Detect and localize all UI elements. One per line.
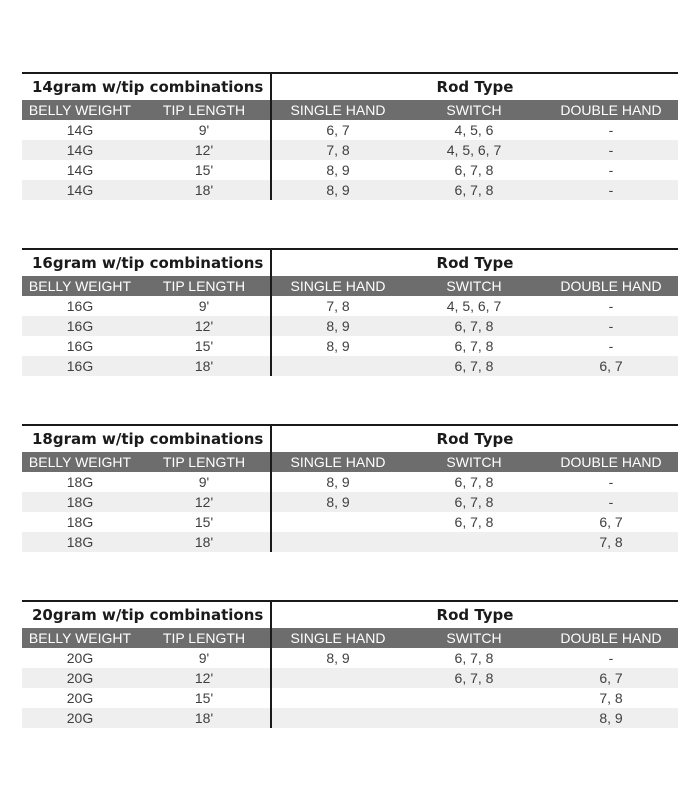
table-title: 14gram w/tip combinations	[32, 78, 264, 96]
table-cell	[404, 708, 544, 728]
column-header: TIP LENGTH	[162, 102, 246, 118]
table-cell: -	[608, 318, 614, 334]
table-cell	[272, 512, 404, 532]
table-cell: 12'	[194, 142, 214, 158]
column-header-row	[22, 452, 678, 472]
table-divider-rule	[270, 248, 272, 376]
column-header: SINGLE HAND	[290, 630, 386, 646]
column-header: SWITCH	[446, 454, 502, 470]
table-divider-rule	[270, 72, 272, 200]
table-cell: 15'	[194, 162, 214, 178]
table-row	[22, 532, 678, 552]
table-cell: 8, 9	[326, 650, 350, 666]
table-row	[22, 688, 678, 708]
column-header: DOUBLE HAND	[560, 630, 662, 646]
table-title-row	[22, 602, 678, 628]
table-cell: 18G	[66, 534, 94, 550]
table-cell: 12'	[194, 670, 214, 686]
table-cell: 8, 9	[326, 494, 350, 510]
table-cell: 18'	[194, 710, 214, 726]
table-cell: 6, 7	[599, 670, 623, 686]
table-cell: 9'	[198, 122, 210, 138]
table-cell: 18'	[194, 358, 214, 374]
table-cell: 16G	[66, 298, 94, 314]
table-row	[22, 668, 678, 688]
column-header: BELLY WEIGHT	[28, 454, 132, 470]
table-cell: 8, 9	[326, 162, 350, 178]
table-cell: 20G	[66, 670, 94, 686]
rod-type-heading: Rod Type	[436, 606, 514, 624]
table-cell: -	[608, 650, 614, 666]
table-cell: 6, 7, 8	[454, 514, 494, 530]
rod-type-heading: Rod Type	[436, 430, 514, 448]
column-header: SWITCH	[446, 630, 502, 646]
table-cell: 12'	[194, 318, 214, 334]
table-cell: 7, 8	[599, 534, 623, 550]
table-divider-rule	[270, 600, 272, 728]
table-title: 16gram w/tip combinations	[32, 254, 264, 272]
table-cell: 15'	[194, 690, 214, 706]
table-row	[22, 120, 678, 140]
table-cell: 14G	[66, 122, 94, 138]
table-cell: 8, 9	[599, 710, 623, 726]
rod-type-heading: Rod Type	[436, 78, 514, 96]
table-row	[22, 140, 678, 160]
table-cell: 7, 8	[599, 690, 623, 706]
table-cell: 8, 9	[326, 474, 350, 490]
table-cell: -	[608, 142, 614, 158]
table-cell: 9'	[198, 650, 210, 666]
table-cell: -	[608, 474, 614, 490]
table-title: 18gram w/tip combinations	[32, 430, 264, 448]
table-title-row	[22, 426, 678, 452]
table-cell: 6, 7, 8	[454, 494, 494, 510]
table-cell: 18'	[194, 534, 214, 550]
table-cell: 6, 7, 8	[454, 670, 494, 686]
table-cell: 8, 9	[326, 182, 350, 198]
table-cell	[272, 356, 404, 376]
table-row	[22, 160, 678, 180]
table-cell: 6, 7, 8	[454, 318, 494, 334]
table-cell: 15'	[194, 338, 214, 354]
column-header: TIP LENGTH	[162, 278, 246, 294]
table-cell: 20G	[66, 710, 94, 726]
table-cell: 18G	[66, 514, 94, 530]
table-row	[22, 648, 678, 668]
table-cell: 8, 9	[326, 338, 350, 354]
table-row	[22, 472, 678, 492]
table-cell: -	[608, 298, 614, 314]
table-cell: 18G	[66, 494, 94, 510]
table-row	[22, 512, 678, 532]
column-header: TIP LENGTH	[162, 630, 246, 646]
table-cell: 14G	[66, 142, 94, 158]
column-header: BELLY WEIGHT	[28, 278, 132, 294]
table-cell: 14G	[66, 182, 94, 198]
column-header: SWITCH	[446, 278, 502, 294]
table-cell: 6, 7, 8	[454, 162, 494, 178]
table-cell: 15'	[194, 514, 214, 530]
table-cell: 14G	[66, 162, 94, 178]
column-header: DOUBLE HAND	[560, 278, 662, 294]
column-header: BELLY WEIGHT	[28, 102, 132, 118]
column-header: SINGLE HAND	[290, 278, 386, 294]
table-row	[22, 296, 678, 316]
table-cell: 6, 7	[326, 122, 350, 138]
table-cell: 4, 5, 6, 7	[446, 142, 502, 158]
table-cell	[272, 708, 404, 728]
table-cell: 16G	[66, 338, 94, 354]
table-cell: -	[608, 122, 614, 138]
table-cell: -	[608, 162, 614, 178]
table-row	[22, 180, 678, 200]
column-header: TIP LENGTH	[162, 454, 246, 470]
column-header-row	[22, 628, 678, 648]
rod-type-heading: Rod Type	[436, 254, 514, 272]
column-header: SINGLE HAND	[290, 102, 386, 118]
table-title-row	[22, 74, 678, 100]
column-header: DOUBLE HAND	[560, 102, 662, 118]
table-cell: 16G	[66, 318, 94, 334]
table-cell: 16G	[66, 358, 94, 374]
table-cell: 8, 9	[326, 318, 350, 334]
table-cell: 18G	[66, 474, 94, 490]
column-header-row	[22, 100, 678, 120]
table-row	[22, 708, 678, 728]
column-header: SWITCH	[446, 102, 502, 118]
table-cell: 6, 7	[599, 514, 623, 530]
table-cell: -	[608, 182, 614, 198]
column-header: BELLY WEIGHT	[28, 630, 132, 646]
table-row	[22, 316, 678, 336]
table-cell: 9'	[198, 298, 210, 314]
table-title: 20gram w/tip combinations	[32, 606, 264, 624]
table-row	[22, 356, 678, 376]
table-cell: 20G	[66, 690, 94, 706]
table-cell	[272, 688, 404, 708]
table-cell: 6, 7, 8	[454, 338, 494, 354]
table-cell: 6, 7, 8	[454, 358, 494, 374]
table-cell: 18'	[194, 182, 214, 198]
table-cell: 12'	[194, 494, 214, 510]
table-cell	[404, 688, 544, 708]
table-cell: -	[608, 338, 614, 354]
table-cell: 20G	[66, 650, 94, 666]
table-cell: 6, 7, 8	[454, 182, 494, 198]
table-title-row	[22, 250, 678, 276]
table-cell: 7, 8	[326, 142, 350, 158]
table-cell: 6, 7, 8	[454, 650, 494, 666]
table-cell: 9'	[198, 474, 210, 490]
table-cell: -	[608, 494, 614, 510]
column-header-row	[22, 276, 678, 296]
table-row	[22, 336, 678, 356]
table-cell: 6, 7, 8	[454, 474, 494, 490]
column-header: SINGLE HAND	[290, 454, 386, 470]
table-cell: 4, 5, 6, 7	[446, 298, 502, 314]
table-cell	[404, 532, 544, 552]
table-divider-rule	[270, 424, 272, 552]
table-cell: 7, 8	[326, 298, 350, 314]
table-cell: 4, 5, 6	[454, 122, 494, 138]
table-row	[22, 492, 678, 512]
table-cell: 6, 7	[599, 358, 623, 374]
table-cell	[272, 532, 404, 552]
table-cell	[272, 668, 404, 688]
column-header: DOUBLE HAND	[560, 454, 662, 470]
